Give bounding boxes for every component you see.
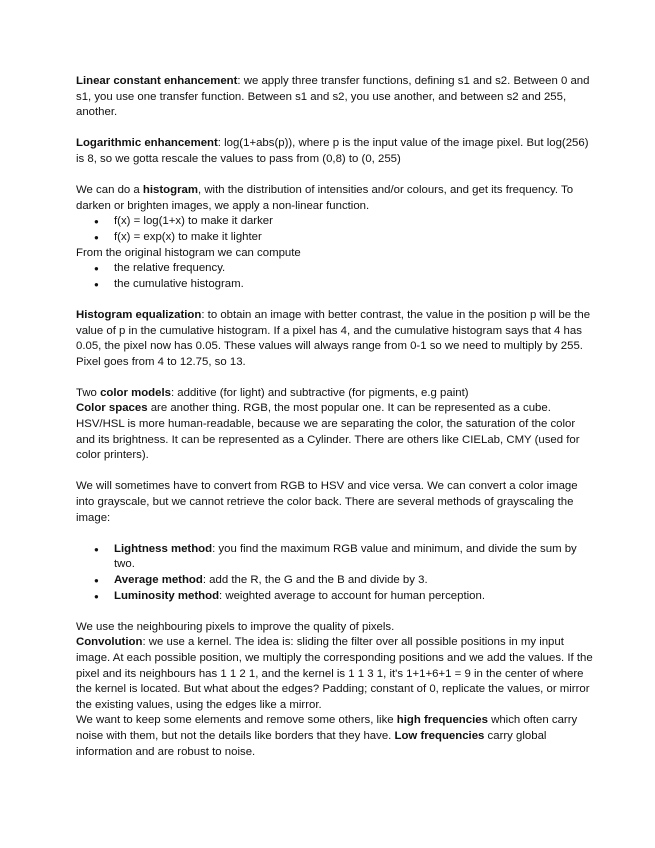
list-item: ● Lightness method: you find the maximum RGB value and minimum, and divide the sum by two. bbox=[114, 542, 595, 573]
histogram-compute-line: From the original histogram we can compute bbox=[76, 246, 301, 259]
color-spaces-heading: Color spaces bbox=[76, 402, 148, 415]
linear-enhancement-paragraph: Linear constant enhancement: we apply three transfer functions, defining s1 and s2. Between 0 and s1, you use one transfer function. Between s1 and s2, you use another, and between s2 and 255, another. bbox=[76, 75, 590, 119]
histogram-functions-list bbox=[76, 214, 595, 245]
color-spaces-paragraph: Color spaces are another thing. RGB, the most popular one. It can be represented as a cube. HSV/HSL is more human-readable, because we are separating the color, the saturation of the color and its brightness. It can be represented as a Cylinder. There are others like CIELab, CMY (used for color printers). bbox=[76, 402, 580, 462]
color-models-line: Two color models: additive (for light) and subtractive (for pigments, e.g paint) bbox=[76, 386, 469, 399]
list-item: ● f(x) = exp(x) to make it lighter bbox=[114, 230, 595, 246]
list-item: ● the relative frequency. bbox=[114, 261, 595, 277]
color-models-heading: color models bbox=[100, 386, 171, 399]
list-item: ● f(x) = log(1+x) to make it darker bbox=[114, 214, 595, 230]
list-item: ● Average method: add the R, the G and the B and divide by 3. bbox=[114, 573, 595, 589]
neighbouring-pixels-line: We use the neighbouring pixels to improve the quality of pixels. bbox=[76, 620, 395, 633]
frequencies-paragraph: We want to keep some elements and remove some others, like high frequencies which often carry noise with them, but not the details like borders that they have. Low frequencies carry global information and are robust to noise. bbox=[76, 714, 578, 758]
histogram-paragraph: We can do a histogram, with the distribution of intensities and/or colours, and get its frequency. To darken or brighten images, we apply a non-linear function. bbox=[76, 184, 574, 212]
list-item: ● the cumulative histogram. bbox=[114, 277, 595, 293]
histogram-heading: histogram bbox=[142, 184, 198, 197]
linear-enhancement-heading: Linear constant enhancement bbox=[76, 75, 238, 87]
convolution-paragraph: Convolution: we use a kernel. The idea is: sliding the filter over all possible positions in my input image. At each possible position, we multiply the corresponding positions and we add the values. If the pixel and its neighbours has 1 1 2 1, and the kernel is 1 1 3 1, it's 1+1+6+1 = 9 in the center of where the kernel is located. But what about the edges? Padding; constant of 0, replicate the values, or mirror the existing values, using the edges like a mirror. bbox=[76, 636, 593, 711]
histogram-compute-list bbox=[76, 261, 595, 292]
list-item: ● Luminosity method: weighted average to account for human perception. bbox=[114, 589, 595, 605]
high-frequencies-term: high frequencies bbox=[396, 714, 488, 727]
log-enhancement-paragraph: Logarithmic enhancement: log(1+abs(p)), where p is the input value of the image pixel. But log(256) is 8, so we gotta rescale the values to pass from (0,8) to (0, 255) bbox=[76, 137, 589, 165]
conversion-paragraph: We will sometimes have to convert from RGB to HSV and vice versa. We can convert a color image into grayscale, but we cannot retrieve the color back. There are several methods of grayscaling the image: bbox=[76, 480, 578, 524]
convolution-heading: Convolution bbox=[76, 636, 143, 649]
low-frequencies-term: Low frequencies bbox=[394, 729, 485, 742]
grayscale-methods-list bbox=[76, 542, 595, 604]
histogram-equalization-heading: Histogram equalization bbox=[76, 308, 202, 321]
log-enhancement-heading: Logarithmic enhancement bbox=[76, 137, 218, 150]
histogram-equalization-paragraph: Histogram equalization: to obtain an image with better contrast, the value in the position p will be the value of p in the cumulative histogram. If a pixel has 4, and the cumulative histogram says that 4 has 0.05, the pixel now has 0.05. These values will always range from 0-1 so we need to multiply by 255. Pixel goes from 4 to 12.75, so 13. bbox=[76, 308, 591, 368]
